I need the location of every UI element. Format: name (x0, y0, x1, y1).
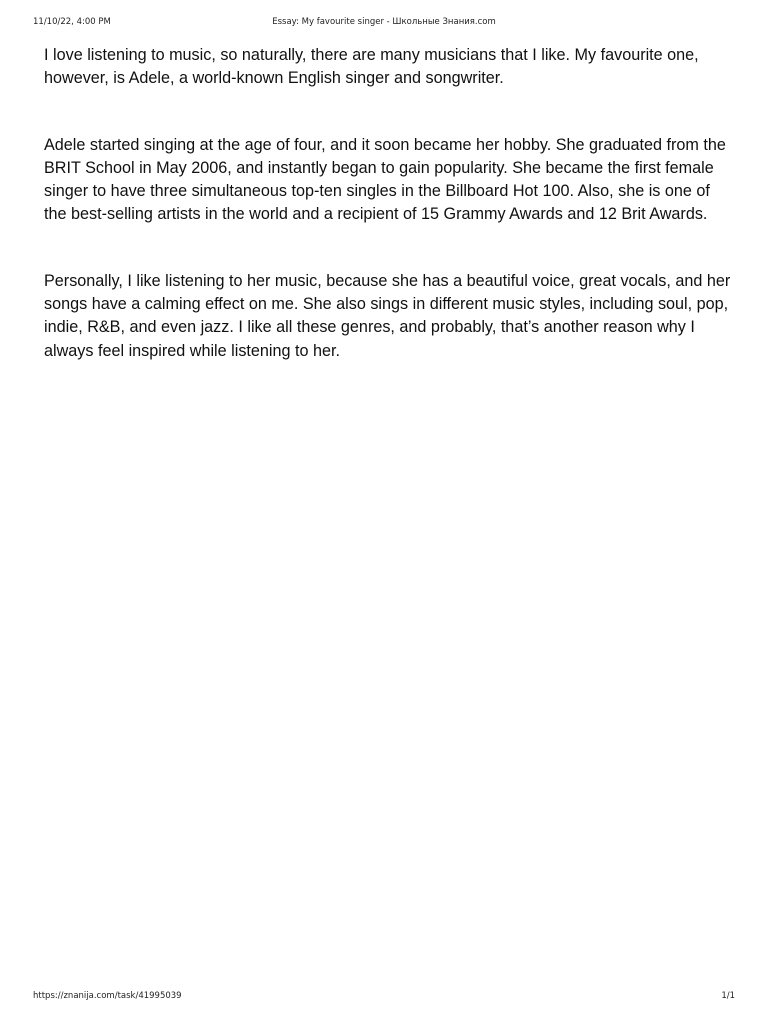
essay-paragraph: I love listening to music, so naturally, there are many musicians that I like. My favourite one, however, is Adele, a world-known English singer and songwriter. (44, 46, 699, 88)
page-number: 1/1 (721, 991, 735, 1001)
essay-body (44, 44, 734, 406)
essay-paragraph: Adele started singing at the age of four, and it soon became her hobby. She graduated from the BRIT School in May 2006, and instantly began to gain popularity. She became the first female singer to have three simultaneous top-ten singles in the Billboard Hot 100. Also, she is one of the best-selling artists in the world and a recipient of 15 Grammy Awards and 12 Brit Awards. (44, 135, 726, 224)
print-datetime: 11/10/22, 4:00 PM (33, 17, 111, 27)
print-page-title: Essay: My favourite singer - Школьные Знания.com (272, 17, 496, 27)
essay-paragraph: Personally, I like listening to her music, because she has a beautiful voice, great vocals, and her songs have a calming effect on me. She also sings in different music styles, including soul, pop, indie, R&B, and even jazz. I like all these genres, and probably, that’s another reason why I always feel inspired while listening to her. (44, 271, 731, 360)
print-footer (0, 991, 768, 1005)
print-header (0, 17, 768, 31)
source-url[interactable]: https://znanija.com/task/41995039 (33, 991, 182, 1001)
